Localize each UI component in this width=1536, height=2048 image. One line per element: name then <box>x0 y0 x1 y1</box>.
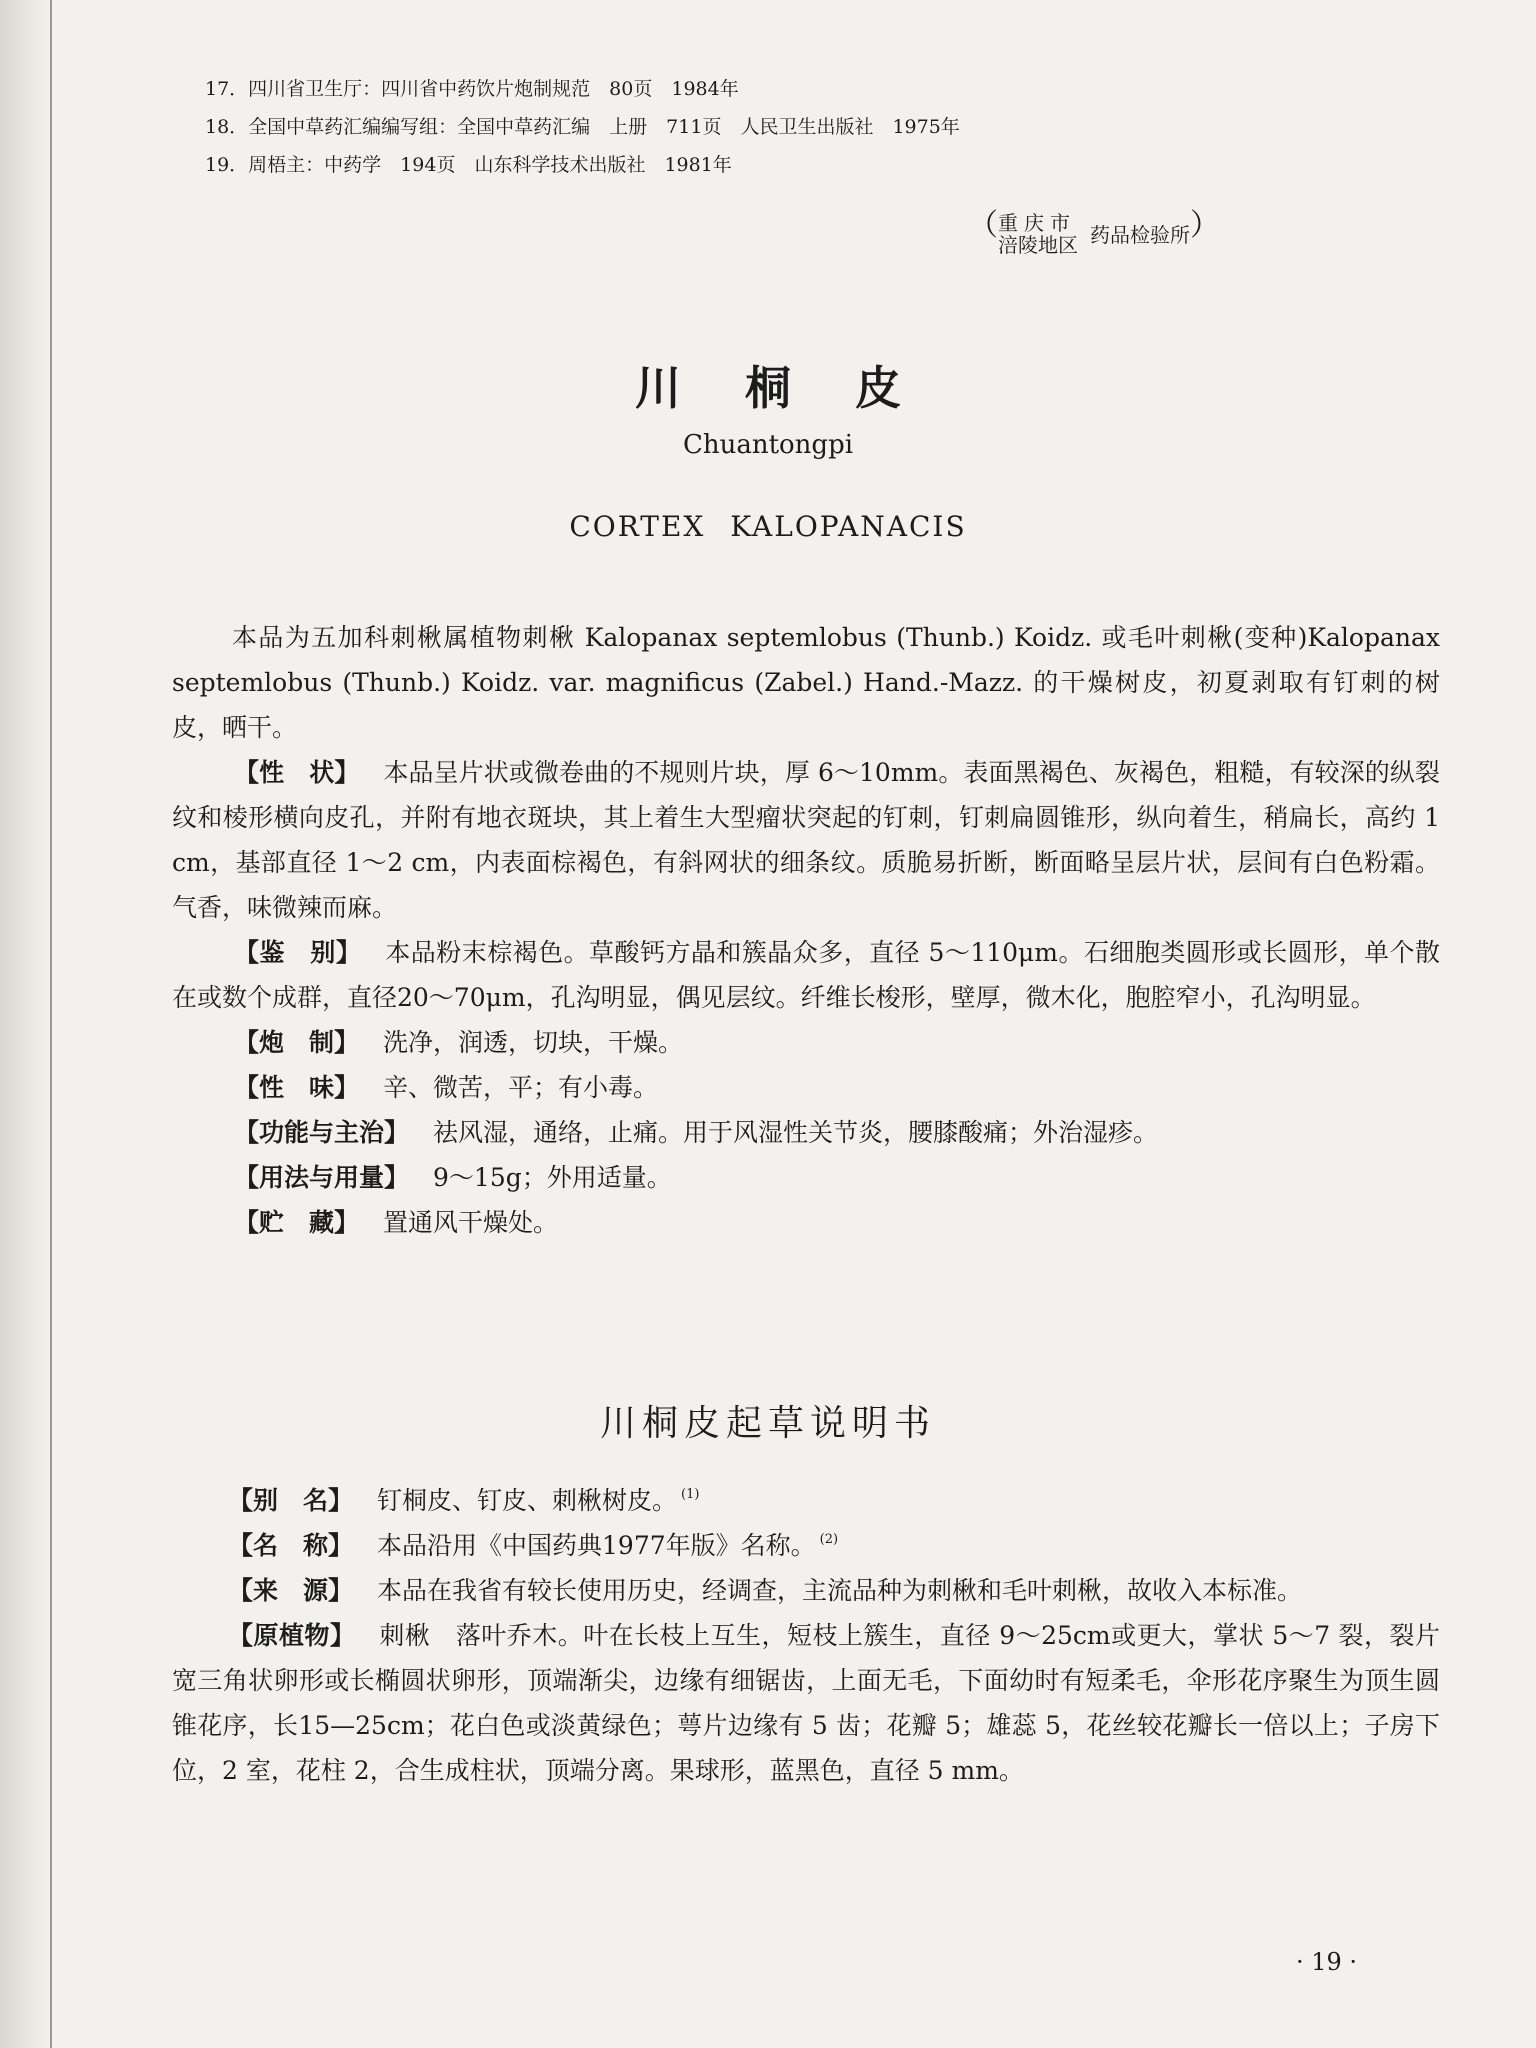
page-gutter-shadow <box>0 0 52 2048</box>
page-number: · 19 · <box>1296 1948 1358 1976</box>
monograph-title: 川桐皮 <box>635 361 965 415</box>
section-text: 刺楸 落叶乔木。叶在长枝上互生，短枝上簇生，直径 9～25cm或更大，掌状 5～7 裂，裂片宽三角状卵形或长椭圆状卵形，顶端渐尖，边缘有细锯齿，上面无毛，下面幼时有短柔毛，伞形花序聚生为顶生圆锥花序，长15—25cm；花白色或淡黄绿色；萼片边缘有 5 齿；花瓣 5；雄蕊 5，花丝较花瓣长一倍以上；子房下位，2 室，花柱 2，合生成柱状，顶端分离。果球形，蓝黑色，直径 5 mm。 <box>172 1621 1440 1785</box>
section-text: 9～15g；外用适量。 <box>433 1163 672 1192</box>
reference-item: 19．周梧主：中药学 194页 山东科学技术出版社 1981年 <box>205 154 732 176</box>
section-text: 本品呈片状或微卷曲的不规则片块，厚 6～10mm。表面黑褐色、灰褐色，粗糙，有较深的纵裂纹和棱形横向皮孔，并附有地衣斑块，其上着生大型瘤状突起的钉刺，钉刺扁圆锥形，纵向着生，稍扁长，高约 1 cm，基部直径 1～2 cm，内表面棕褐色，有斜网状的细条纹。质脆易折断，断面略呈层片状，层间有白色粉霜。气香，味微辣而麻。 <box>172 758 1440 922</box>
section-actions-indications <box>172 1110 1440 1155</box>
section-label: 【别 名】 <box>228 1486 354 1515</box>
reference-item: 17．四川省卫生厅：四川省中药饮片炮制规范 80页 1984年 <box>205 78 739 100</box>
section-alias <box>172 1478 1440 1523</box>
section-label: 【鉴 别】 <box>234 938 362 967</box>
section-property-flavor <box>172 1065 1440 1110</box>
section-source <box>172 1568 1440 1613</box>
affiliation-open-paren: （ <box>968 208 998 243</box>
section-description <box>172 750 1440 930</box>
citation-marker: (2) <box>819 1532 839 1547</box>
affiliation-location <box>998 212 1078 256</box>
monograph-latin-name: CORTEX KALOPANACIS <box>569 510 967 543</box>
section-text: 钉桐皮、钉皮、刺楸树皮。 <box>377 1486 678 1515</box>
section-label: 【来 源】 <box>228 1576 354 1605</box>
section-text: 祛风湿，通络，止痛。用于风湿性关节炎，腰膝酸痛；外治湿疹。 <box>433 1118 1159 1147</box>
affiliation-city: 重庆市 <box>998 210 1076 235</box>
section-label: 【炮 制】 <box>234 1028 360 1057</box>
section-label: 【性 味】 <box>234 1073 360 1102</box>
section-identification <box>172 930 1440 1020</box>
affiliation-close-paren: ） <box>1190 208 1220 243</box>
draft-notes-body <box>172 1478 1440 1793</box>
reference-item: 18．全国中草药汇编编写组：全国中草药汇编 上册 711页 人民卫生出版社 1975年 <box>205 116 960 138</box>
draft-notes-title: 川桐皮起草说明书 <box>599 1403 936 1444</box>
affiliation-district: 涪陵地区 <box>998 232 1078 257</box>
section-label: 【名 称】 <box>228 1531 354 1560</box>
section-label: 【性 状】 <box>234 758 360 787</box>
section-text: 辛、微苦，平；有小毒。 <box>383 1073 659 1102</box>
section-original-plant <box>172 1613 1440 1793</box>
section-usage-dosage <box>172 1155 1440 1200</box>
monograph-pinyin: Chuantongpi <box>682 430 854 460</box>
reference-list <box>205 70 960 184</box>
section-label: 【原植物】 <box>228 1621 356 1650</box>
monograph-body <box>172 615 1440 1245</box>
citation-marker: (1) <box>681 1487 700 1502</box>
section-text: 本品粉末棕褐色。草酸钙方晶和簇晶众多，直径 5～110μm。石细胞类圆形或长圆形，单个散在或数个成群，直径20～70μm，孔沟明显，偶见层纹。纤维长梭形，壁厚，微木化，胞腔窄小，孔沟明显。 <box>172 938 1440 1012</box>
section-name <box>172 1523 1440 1568</box>
section-label: 【功能与主治】 <box>234 1118 410 1147</box>
monograph-intro: 本品为五加科刺楸属植物刺楸 Kalopanax septemlobus (Thunb.) Koidz. 或毛叶刺楸(变种)Kalopanax septemlobus (Thunb.) Koidz. var. magnificus (Zabel.) Hand.-Mazz. 的干燥树皮，初夏剥取有钉刺的树皮，晒干。 <box>172 623 1440 742</box>
section-text: 置通风干燥处。 <box>383 1208 559 1237</box>
section-storage <box>172 1200 1440 1245</box>
section-text: 本品在我省有较长使用历史，经调查，主流品种为刺楸和毛叶刺楸，故收入本标准。 <box>377 1576 1303 1605</box>
section-label: 【用法与用量】 <box>234 1163 410 1192</box>
affiliation <box>968 204 1220 256</box>
section-text: 洗净，润透，切块，干燥。 <box>383 1028 684 1057</box>
section-text: 本品沿用《中国药典1977年版》名称。 <box>377 1531 816 1560</box>
section-processing <box>172 1020 1440 1065</box>
section-label: 【贮 藏】 <box>234 1208 360 1237</box>
affiliation-institute: 药品检验所 <box>1090 223 1190 247</box>
